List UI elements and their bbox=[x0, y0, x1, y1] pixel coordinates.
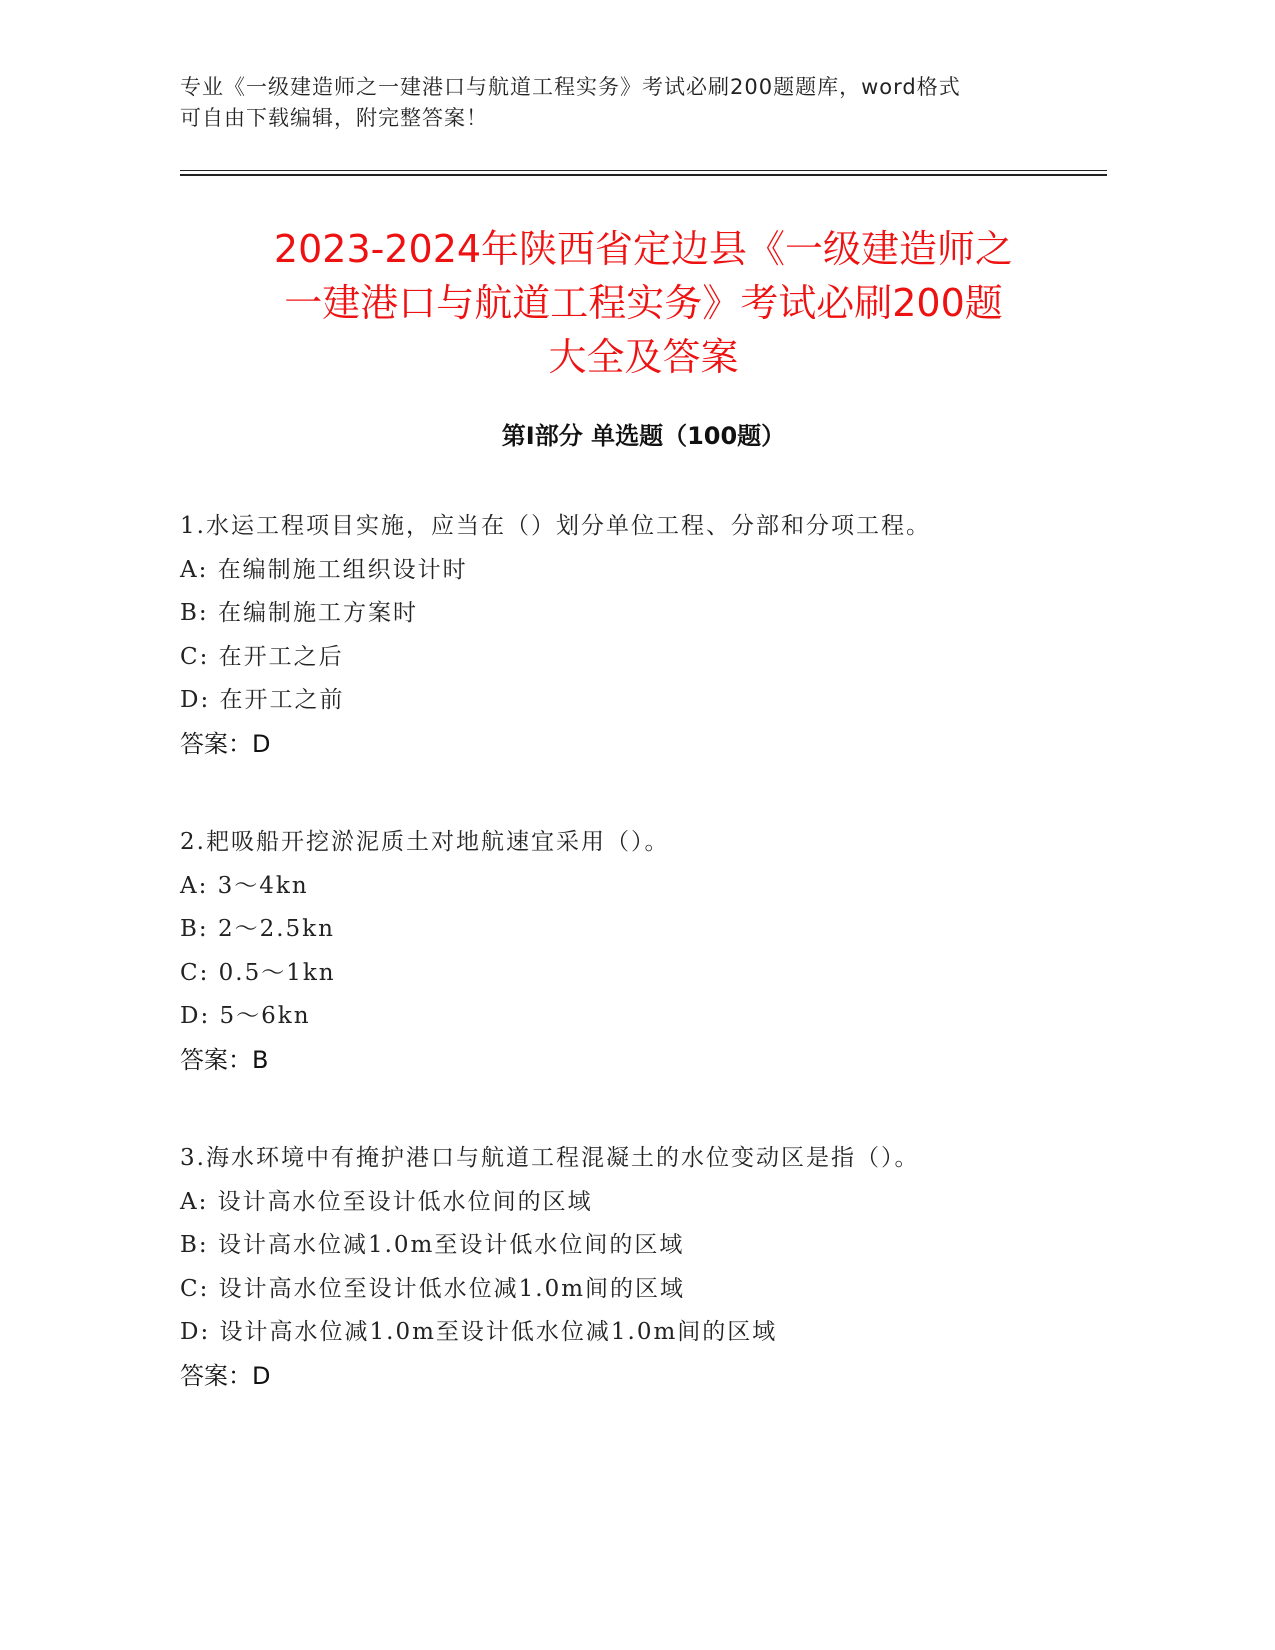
answer: 答案：D bbox=[180, 729, 271, 758]
document-title-line-2: 一建港口与航道工程实务》考试必刷200题 bbox=[284, 281, 1003, 325]
question-stem: 3.海水环境中有掩护港口与航道工程混凝土的水位变动区是指（）。 bbox=[180, 1145, 920, 1171]
question-3 bbox=[180, 1137, 1107, 1398]
question-2 bbox=[180, 821, 1107, 1082]
header-divider-thin bbox=[180, 170, 1107, 171]
option-d: D: 设计高水位减1.0m至设计低水位减1.0m间的区域 bbox=[180, 1319, 778, 1345]
section-heading: 第Ⅰ部分 单选题（100题） bbox=[501, 422, 786, 450]
option-d: D: 在开工之前 bbox=[180, 687, 345, 713]
question-1 bbox=[180, 505, 1107, 766]
option-a: A: 3～4kn bbox=[180, 872, 309, 899]
question-list bbox=[180, 505, 1107, 1453]
option-d: D: 5～6kn bbox=[180, 1003, 311, 1029]
document-title-line-1: 2023-2024年陕西省定边县《一级建造师之 bbox=[273, 227, 1014, 271]
header-note bbox=[180, 72, 1040, 134]
header-note-line-2: 可自由下载编辑，附完整答案！ bbox=[180, 106, 488, 130]
option-b: B: 设计高水位减1.0m至设计低水位间的区域 bbox=[180, 1232, 685, 1258]
document-title-line-3: 大全及答案 bbox=[548, 335, 739, 379]
option-c: C: 在开工之后 bbox=[180, 643, 344, 670]
document-title bbox=[180, 222, 1107, 384]
option-a: A: 在编制施工组织设计时 bbox=[180, 556, 468, 583]
option-c: C: 设计高水位至设计低水位减1.0m间的区域 bbox=[180, 1275, 686, 1302]
option-c: C: 0.5～1kn bbox=[180, 959, 336, 986]
answer: 答案：B bbox=[180, 1045, 269, 1074]
option-b: B: 在编制施工方案时 bbox=[180, 600, 418, 626]
answer: 答案：D bbox=[180, 1361, 271, 1390]
option-a: A: 设计高水位至设计低水位间的区域 bbox=[180, 1188, 593, 1215]
question-stem: 2.耙吸船开挖淤泥质土对地航速宜采用（）。 bbox=[180, 829, 670, 855]
option-b: B: 2～2.5kn bbox=[180, 916, 335, 942]
question-stem: 1.水运工程项目实施，应当在（）划分单位工程、分部和分项工程。 bbox=[180, 513, 931, 539]
header-divider-thick bbox=[180, 174, 1107, 176]
header-note-line-1: 专业《一级建造师之一建港口与航道工程实务》考试必刷200题题库，word格式 bbox=[180, 75, 961, 99]
